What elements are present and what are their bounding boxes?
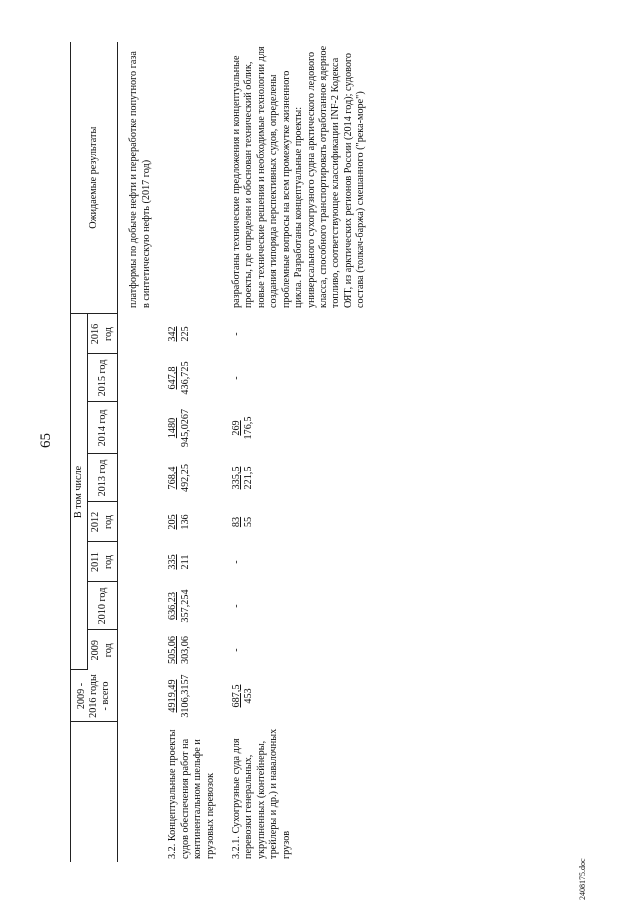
table-row [229,42,370,862]
year-cell: - [230,376,242,380]
header-name-blank [71,722,118,862]
year-cell: 83 55 [230,516,255,528]
year-cell: - [230,604,242,608]
page-number: 65 [38,433,54,448]
header-year: 2011 год [88,542,118,582]
year-cell: 636,23 357,254 [167,589,191,623]
year-cell: - [230,560,242,564]
year-cell: 269 176,5 [230,416,255,440]
row-name: 3.2.1. Сухогрузные суда для перевозки генеральных, укрупненных (контейнеры, трейлеры и др.) и навалочных грузов [230,728,292,859]
year-cell: 342 225 [167,326,191,342]
header-year: 2015 год [88,354,118,402]
year-cell: 1480 945,0267 [167,408,191,448]
header-year: 2009 год [88,630,118,670]
header-year: 2012 год [88,502,118,542]
document-code: 2408175.doc [578,858,587,900]
table-row-carryover [118,42,155,862]
expected-result-carryover: платформы по добыче нефти и переработке попутного газа в синтетическую нефть (2017 год) [128,51,152,308]
year-cell: 205 136 [167,514,191,530]
year-cell: 505,06 303,06 [167,636,191,665]
header-year: 2013 год [88,454,118,502]
table-row [165,42,219,862]
rotated-table-sheet [70,42,590,862]
total-cell: 4919,49 3106,3157 [167,674,191,718]
year-cell: 768,4 492,25 [167,464,191,493]
year-cell: 335,5 221,5 [230,466,255,490]
expected-result: разработаны технические предложения и концептуальные проекты, где определен и обоснован технический облик, новые технические решения и необходимые технологии для создания типоряда перспективных судов, определены проблемные вопросы на всем промежутке жизненного цикла. Разработаны концептуальные проекты: универсального сухогрузного судна арктического ледового класса, способного транспортировать отработанное ядерное топливо, соответствующее классификации INF-2 Кодекса ОЯТ, из арктических регионов России (2014 год); судового состава (толкач-баржа) смешанного ("река-море") [230,45,367,308]
row-name: 3.2. Концептуальные проекты судов обеспечения работ на континентальном шельфе и грузовых перевозок [167,729,216,859]
header-year: 2014 год [88,402,118,454]
expected-result [165,42,219,314]
total-cell: 687,5 453 [230,684,255,708]
year-cell: - [230,332,242,336]
header-year: 2010 год [88,582,118,630]
header-expected-results: Ожидаемые результаты [71,42,118,314]
year-cell: 335 211 [167,554,191,570]
header-in-that-number: В том числе [71,314,88,670]
funding-table [70,42,370,862]
year-cell: 647,8 436,725 [167,361,191,395]
header-year: 2016 год [88,314,118,354]
year-cell: - [230,648,242,652]
header-total: 2009 - 2016 годы - всего [71,670,118,722]
